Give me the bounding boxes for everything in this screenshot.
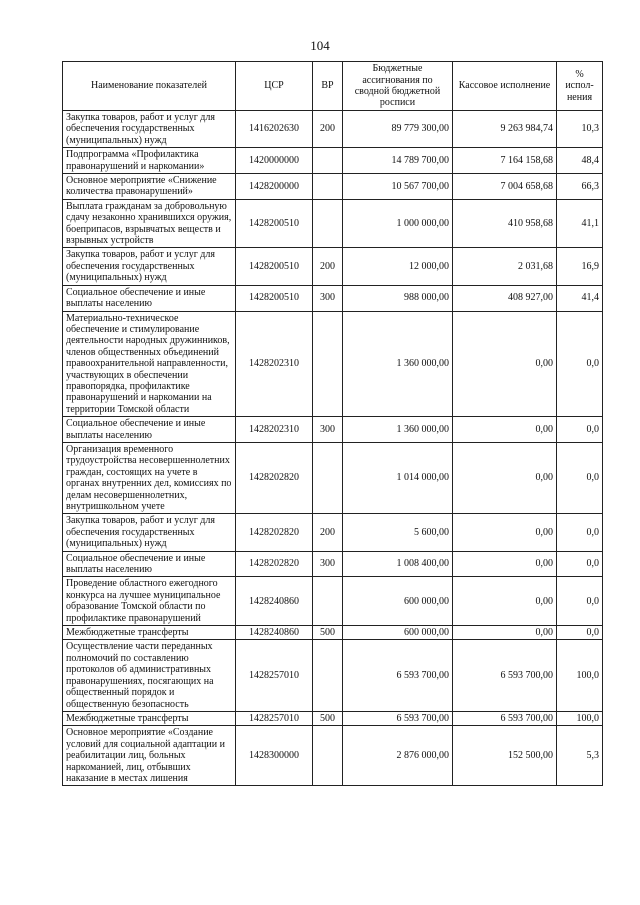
row-csr: 1428257010: [236, 711, 313, 725]
header-cash: Кассовое исполнение: [453, 62, 557, 111]
row-cash: 0,00: [453, 417, 557, 443]
row-name: Выплата гражданам за добровольную сдачу незаконно хранившихся оружия, боеприпасов, взрывчатых веществ и взрывных устройств: [63, 199, 236, 248]
table-row: [63, 248, 603, 285]
row-csr: 1428202820: [236, 442, 313, 513]
row-vr: [313, 174, 343, 200]
row-pct: 16,9: [557, 248, 603, 285]
row-vr: [313, 577, 343, 626]
table-header-row: [63, 62, 603, 111]
row-pct: 0,0: [557, 577, 603, 626]
row-budget: 1 000 000,00: [343, 199, 453, 248]
row-name: Межбюджетные трансферты: [63, 626, 236, 640]
row-cash: 0,00: [453, 311, 557, 417]
row-csr: 1428202310: [236, 311, 313, 417]
row-pct: 48,4: [557, 148, 603, 174]
row-vr: [313, 311, 343, 417]
table-row: [63, 199, 603, 248]
row-vr: [313, 199, 343, 248]
row-vr: 300: [313, 285, 343, 311]
row-pct: 0,0: [557, 514, 603, 551]
row-budget: 988 000,00: [343, 285, 453, 311]
row-vr: [313, 148, 343, 174]
row-vr: [313, 640, 343, 711]
table-row: [63, 626, 603, 640]
row-cash: 6 593 700,00: [453, 640, 557, 711]
row-cash: 152 500,00: [453, 726, 557, 786]
table-row: [63, 726, 603, 786]
table-row: [63, 417, 603, 443]
table-row: [63, 311, 603, 417]
row-cash: 410 958,68: [453, 199, 557, 248]
row-cash: 6 593 700,00: [453, 711, 557, 725]
row-name: Основное мероприятие «Создание условий для социальной адаптации и реабилитации лиц, больных наркоманией, лиц, отбывших наказание в местах лишения: [63, 726, 236, 786]
row-pct: 66,3: [557, 174, 603, 200]
row-csr: 1428240860: [236, 577, 313, 626]
row-vr: [313, 726, 343, 786]
row-name: Основное мероприятие «Снижение количества правонарушений»: [63, 174, 236, 200]
row-name: Подпрограмма «Профилактика правонарушений и наркомании»: [63, 148, 236, 174]
row-budget: 6 593 700,00: [343, 711, 453, 725]
table-row: [63, 442, 603, 513]
row-pct: 0,0: [557, 417, 603, 443]
table-row: [63, 551, 603, 577]
row-budget: 89 779 300,00: [343, 111, 453, 148]
table-row: [63, 577, 603, 626]
row-cash: 0,00: [453, 626, 557, 640]
row-csr: 1428200510: [236, 248, 313, 285]
row-cash: 408 927,00: [453, 285, 557, 311]
row-name: Осуществление части переданных полномочий по составлению протоколов об административных правонарушениях, посягающих на общественный порядок и общественную безопасность: [63, 640, 236, 711]
row-name: Социальное обеспечение и иные выплаты населению: [63, 417, 236, 443]
row-name: Проведение областного ежегодного конкурса на лучшее муниципальное образование Томской области по профилактике правонарушений: [63, 577, 236, 626]
header-budget: Бюджетные ассигнования по сводной бюджетной росписи: [343, 62, 453, 111]
row-vr: 500: [313, 626, 343, 640]
table-row: [63, 285, 603, 311]
row-name: Закупка товаров, работ и услуг для обеспечения государственных (муниципальных) нужд: [63, 514, 236, 551]
row-csr: 1428202820: [236, 551, 313, 577]
row-cash: 7 004 658,68: [453, 174, 557, 200]
row-vr: 200: [313, 248, 343, 285]
row-budget: 12 000,00: [343, 248, 453, 285]
table-row: [63, 514, 603, 551]
row-budget: 600 000,00: [343, 626, 453, 640]
row-name: Организация временного трудоустройства несовершеннолетних граждан, состоящих на учете в органах внутренних дел, комиссиях по делам несовершеннолетних, внутришкольном учете: [63, 442, 236, 513]
row-csr: 1428202310: [236, 417, 313, 443]
header-vr: ВР: [313, 62, 343, 111]
row-csr: 1416202630: [236, 111, 313, 148]
row-vr: 300: [313, 417, 343, 443]
row-cash: 0,00: [453, 577, 557, 626]
row-budget: 1 008 400,00: [343, 551, 453, 577]
row-budget: 1 360 000,00: [343, 311, 453, 417]
row-cash: 7 164 158,68: [453, 148, 557, 174]
row-cash: 2 031,68: [453, 248, 557, 285]
row-budget: 2 876 000,00: [343, 726, 453, 786]
table-row: [63, 711, 603, 725]
row-csr: 1420000000: [236, 148, 313, 174]
row-csr: 1428300000: [236, 726, 313, 786]
row-vr: 300: [313, 551, 343, 577]
row-cash: 0,00: [453, 514, 557, 551]
row-csr: 1428200000: [236, 174, 313, 200]
row-pct: 41,4: [557, 285, 603, 311]
row-budget: 600 000,00: [343, 577, 453, 626]
page-number: 104: [310, 38, 330, 53]
row-budget: 1 360 000,00: [343, 417, 453, 443]
row-budget: 1 014 000,00: [343, 442, 453, 513]
row-pct: 100,0: [557, 640, 603, 711]
row-budget: 6 593 700,00: [343, 640, 453, 711]
table-row: [63, 148, 603, 174]
row-vr: [313, 442, 343, 513]
row-cash: 0,00: [453, 442, 557, 513]
header-name: Наименование показателей: [63, 62, 236, 111]
row-csr: 1428200510: [236, 285, 313, 311]
header-pct: % испол-нения: [557, 62, 603, 111]
row-pct: 0,0: [557, 626, 603, 640]
table-row: [63, 174, 603, 200]
table-row: [63, 640, 603, 711]
row-vr: 200: [313, 514, 343, 551]
row-budget: 14 789 700,00: [343, 148, 453, 174]
row-cash: 0,00: [453, 551, 557, 577]
budget-execution-table: [62, 61, 603, 786]
row-budget: 5 600,00: [343, 514, 453, 551]
row-vr: 200: [313, 111, 343, 148]
row-pct: 41,1: [557, 199, 603, 248]
row-pct: 0,0: [557, 442, 603, 513]
row-name: Социальное обеспечение и иные выплаты населению: [63, 551, 236, 577]
row-csr: 1428257010: [236, 640, 313, 711]
row-name: Межбюджетные трансферты: [63, 711, 236, 725]
row-name: Закупка товаров, работ и услуг для обеспечения государственных (муниципальных) нужд: [63, 248, 236, 285]
row-pct: 0,0: [557, 551, 603, 577]
table-row: [63, 111, 603, 148]
row-name: Социальное обеспечение и иные выплаты населению: [63, 285, 236, 311]
row-pct: 10,3: [557, 111, 603, 148]
row-csr: 1428240860: [236, 626, 313, 640]
row-name: Закупка товаров, работ и услуг для обеспечения государственных (муниципальных) нужд: [63, 111, 236, 148]
row-pct: 100,0: [557, 711, 603, 725]
row-pct: 0,0: [557, 311, 603, 417]
row-cash: 9 263 984,74: [453, 111, 557, 148]
row-pct: 5,3: [557, 726, 603, 786]
row-budget: 10 567 700,00: [343, 174, 453, 200]
row-name: Материально-техническое обеспечение и стимулирование деятельности народных дружинников, членов общественных объединений правоохранительной направленности, участвующих в обеспечении правопорядка, профилактике правонарушений и наркомании на территории Томской области: [63, 311, 236, 417]
row-vr: 500: [313, 711, 343, 725]
row-csr: 1428200510: [236, 199, 313, 248]
row-csr: 1428202820: [236, 514, 313, 551]
header-csr: ЦСР: [236, 62, 313, 111]
